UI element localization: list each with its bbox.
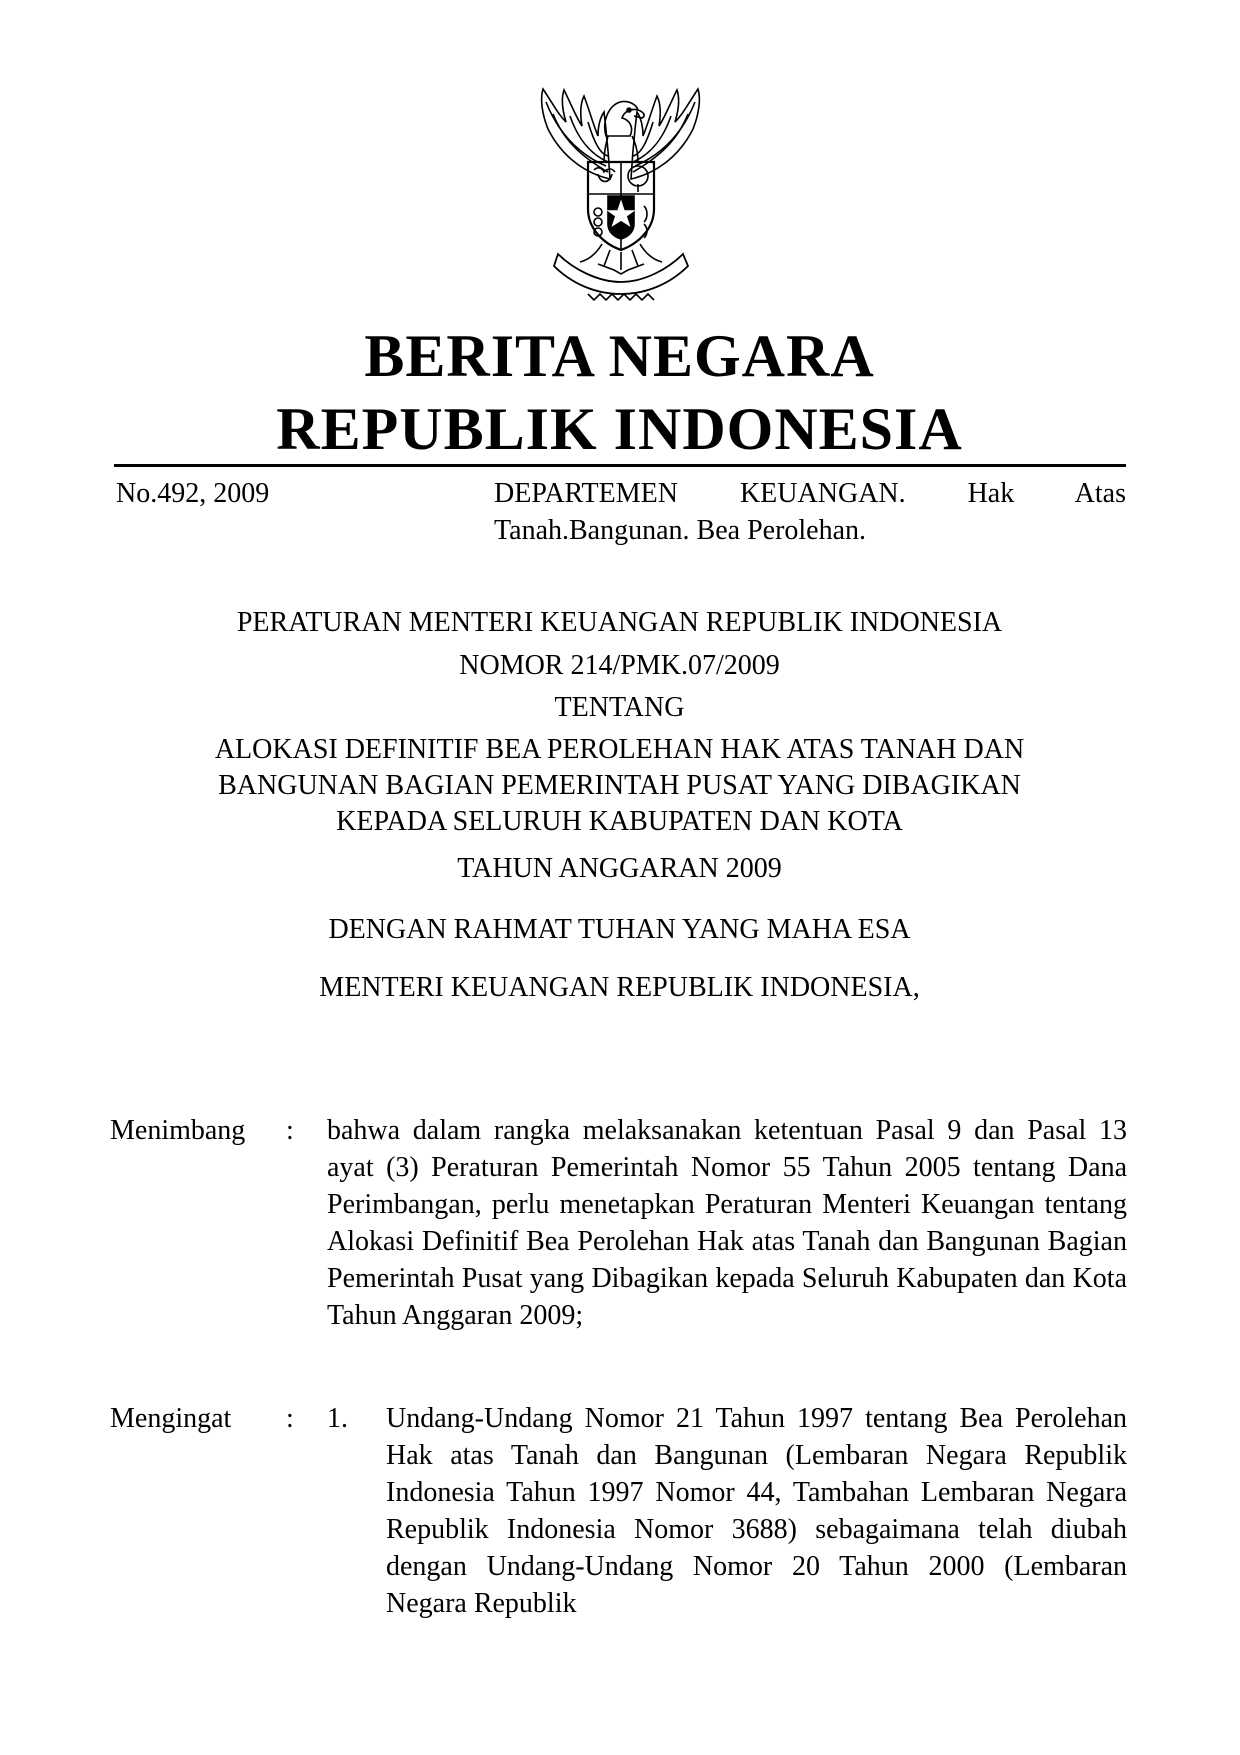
mengingat-label: Mengingat — [110, 1403, 232, 1434]
mengingat-item-number: 1. — [327, 1403, 348, 1434]
menimbang-text: bahwa dalam rangka melaksanakan ketentuan Pasal 9 dan Pasal 13 ayat (3) Peraturan Pemerintah Nomor 55 Tahun 2005 tentang Dana Perimbangan, perlu menetapkan Peraturan Menteri Keuangan tentang Alokasi Definitif Bea Perolehan Hak atas Tanah dan Bangunan Bagian Pemerintah Pusat yang Dibagikan kepada Seluruh Kabupaten dan Kota Tahun Anggaran 2009; — [327, 1115, 1127, 1331]
mengingat-colon: : — [286, 1403, 294, 1434]
issue-subject — [494, 475, 1126, 549]
regulation-title: PERATURAN MENTERI KEUANGAN REPUBLIK INDONESIA — [236, 607, 1003, 638]
issuer-line: MENTERI KEUANGAN REPUBLIK INDONESIA, — [319, 972, 920, 1003]
mengingat-item-text: Undang-Undang Nomor 21 Tahun 1997 tentang Bea Perolehan Hak atas Tanah dan Bangunan (Lembaran Negara Republik Indonesia Tahun 1997 Nomor 44, Tambahan Lembaran Negara Republik Indonesia Nomor 3688) sebagaimana telah diubah dengan Undang-Undang Nomor 20 Tahun 2000 (Lembaran Negara Republik — [386, 1403, 1127, 1619]
regulation-about-line-1: ALOKASI DEFINITIF BEA PEROLEHAN HAK ATAS TANAH DAN — [214, 734, 1025, 765]
masthead-line-1: BERITA NEGARA — [364, 323, 875, 389]
regulation-year: TAHUN ANGGARAN 2009 — [457, 853, 782, 884]
regulation-tentang: TENTANG — [554, 692, 685, 723]
issue-subject-line-1: DEPARTEMEN KEUANGAN. Hak Atas — [494, 478, 1126, 509]
masthead-line-2: REPUBLIK INDONESIA — [276, 396, 963, 462]
issue-subject-line-2: Tanah.Bangunan. Bea Perolehan. — [494, 515, 867, 546]
masthead-divider — [114, 464, 1126, 467]
regulation-about — [112, 732, 1127, 840]
regulation-about-line-3: KEPADA SELURUH KABUPATEN DAN KOTA — [336, 806, 903, 837]
blessing-line: DENGAN RAHMAT TUHAN YANG MAHA ESA — [328, 914, 911, 945]
issue-number: No.492, 2009 — [116, 478, 270, 509]
regulation-number: NOMOR 214/PMK.07/2009 — [459, 650, 780, 681]
garuda-emblem — [518, 84, 723, 302]
regulation-about-line-2: BANGUNAN BAGIAN PEMERINTAH PUSAT YANG DIBAGIKAN — [218, 770, 1021, 801]
menimbang-label: Menimbang — [110, 1115, 246, 1146]
menimbang-colon: : — [286, 1115, 294, 1146]
